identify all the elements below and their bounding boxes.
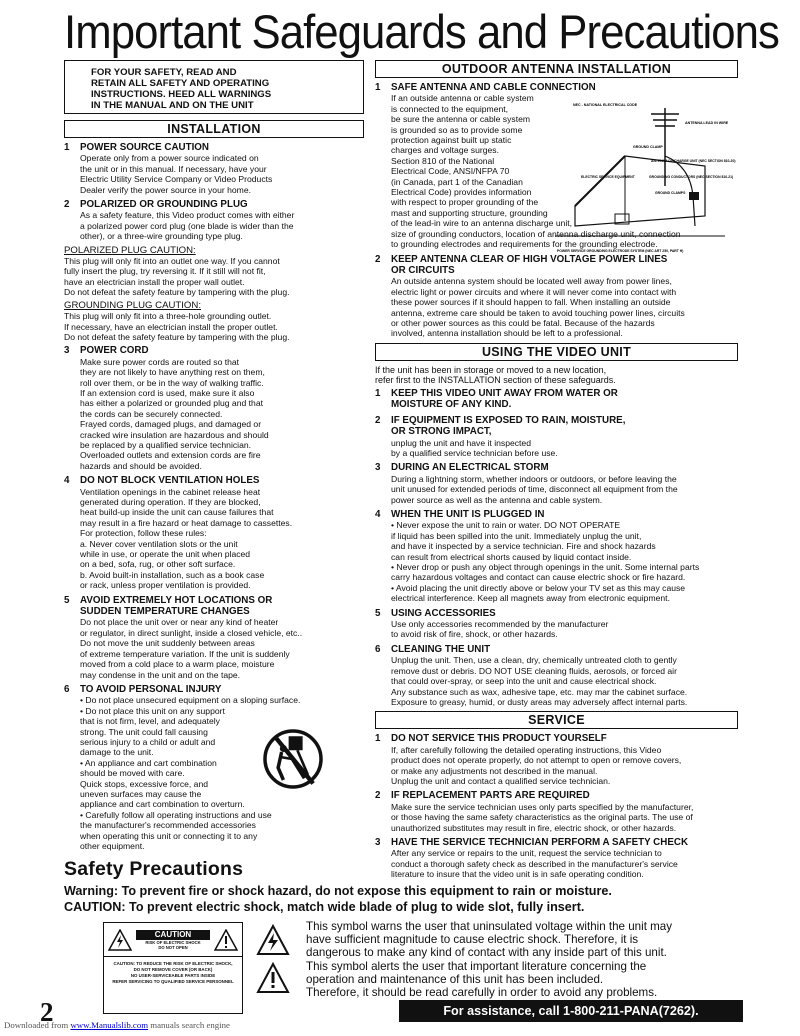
item-title: POWER CORD [80,345,149,357]
item-body: Do not place the unit over or near any kind of heater or regulator, in direct sunlight, inside a closed vehicle, etc.. Do not move the unit suddenly between areas of extreme temperature variation. If the unit is suddenly moved from a cold place to a warm place, moisture may condense in the unit and on the tape. [80,617,303,680]
item-number: 2 [375,253,381,265]
service-item-3 [375,837,738,880]
installation-item-3 [64,345,364,471]
item-number: 4 [375,509,381,520]
item-number: 3 [64,345,70,357]
warning-line: Warning: To prevent fire or shock hazard, do not expose this equipment to rain or moisture. [64,884,612,898]
item-number: 6 [375,643,381,655]
item-title: USING ACCESSORIES [391,607,496,619]
item-body: unplug the unit and have it inspected by a qualified service technician before use. [391,437,558,458]
item-number: 6 [64,683,70,695]
using-item-2 [375,415,738,459]
item-body: Use only accessories recommended by the manufacturer to avoid risk of fire, shock, or other hazards. [391,619,609,640]
diagram-label-lead-in: ANTENNA LEAD IN WIRE [685,121,729,125]
item-title: SAFE ANTENNA AND CABLE CONNECTION [391,82,596,93]
item-number: 4 [64,475,70,487]
item-body: Make sure power cords are routed so that they are not likely to have anything rest on them, roll over them, or be in the way of walking traffic. If an extension cord is used, make sure it also has either a polarized or grounded plug and that the cords can be securely connected. Frayed cords, damaged plugs, and damaged or cracked wire insulation are hazardous and should be replaced by a qualified service technician. Overloaded outlets and extension cords are fire hazards and should be avoided. [80,356,269,471]
item-body: Unplug the unit. Then, use a clean, dry, chemically untreated cloth to gently remove dust or debris. DO NOT USE cleaning fluids, aerosols, or forced air that could over-spray, or seep into the unit and cause electrical shock. Any substance such as wax, adhesive tape, etc. may mar the cabinet surface. Exposure to greasy, humid, or dusty areas may adversely affect internal parts. [391,655,688,707]
installation-item-1 [64,142,364,195]
diagram-label-nec: NEC - NATIONAL ELECTRICAL CODE [573,103,638,107]
installation-item-2 [64,199,364,242]
item-title: TO AVOID PERSONAL INJURY [80,683,222,695]
installation-item-5 [64,595,364,680]
polarized-plug-body: This plug will only fit into an outlet one way. If you cannot fully insert the plug, try reversing it. If it still will not fit, have an electrician install the proper wall outlet. Do not defeat the safety feature by tampering with the plug. [64,256,290,298]
safety-precautions-title: Safety Precautions [64,858,244,880]
item-body: An outside antenna system should be located well away from power lines, electric light or power circuits and where it will never come into contact with these power sources if it should happen to fall. When installing an outside antenna, extreme care should be taken to avoid touching power lines, circuits or other power sources as this could be fatal. Because of the hazards involved, antenna installation should be left to a professional. [391,276,685,339]
item-number: 3 [375,462,381,474]
item-body: • Do not place unsecured equipment on a sloping surface. • Do not place this unit on any support that is not firm, level, and adequately strong. The unit could fall causing serious injury to a child or adult and damage to the unit. • An appliance and cart combination should be moved with care. Quick stops, excessive force, and uneven surfaces may cause the appliance and cart combination to overturn. • Carefully follow all operating instructions and use the manufacturer's recommended accessories when operating this unit or connecting it to any other equipment. [80,695,301,851]
item-number: 2 [375,414,381,426]
diagram-label-ground-clamp: GROUND CLAMP [633,145,663,149]
item-body: If an outside antenna or cable system is connected to the equipment, be sure the antenna or cable system is grounded so as to provide some protection against built up static charges and voltage surges. Section 810 of the National Electrical Code, ANSI/NFPA 70 (in Canada, part 1 of the Canadian Electrical Code) provides information with respect to proper grounding of the mast and supporting structure, grounding of the lead-in wire to an antenna discharge unit, size of grounding conductors, location of antenna discharge unit, connection to grounding electrodes and requirements for the grounding electrode. [391,93,681,250]
item-body: As a safety feature, this Video product comes with either a polarized power cord plug (one blade is wider than the other), or a three-wire grounding type plug. [80,210,295,242]
caution-subtext: RISK OF ELECTRIC SHOCK DO NOT OPEN [145,939,201,950]
item-title: DURING AN ELECTRICAL STORM [391,462,549,474]
exclamation-symbol-text: This symbol alerts the user that important literature concerning the operation and maintenance of this unit has been included. Therefore, it should be read carefully in order to avoid any problems. [306,960,658,999]
grounding-plug-heading: GROUNDING PLUG CAUTION: [64,299,201,311]
page-number: 2 [40,997,54,1027]
using-item-3 [375,462,738,505]
item-body: Make sure the service technician uses only parts specified by the manufacturer, or those having the same safety characteristics as the original parts. The use of unauthorized substitutes may result in fire, electric shock, or other hazards. [391,801,694,833]
item-title: POWER SOURCE CAUTION [80,142,209,153]
cart-warning-icon [262,724,324,794]
item-title: POLARIZED OR GROUNDING PLUG [80,199,248,211]
diagram-label-grounding-conductors: GROUNDING CONDUCTORS (NEC SECTION 810-21) [649,175,734,179]
item-number: 1 [64,142,70,153]
item-title: WHEN THE UNIT IS PLUGGED IN [391,509,545,520]
read-instructions-box: FOR YOUR SAFETY, READ AND RETAIN ALL SAFETY AND OPERATING INSTRUCTIONS. HEED ALL WARNINGS IN THE MANUAL AND ON THE UNIT [64,60,364,114]
item-title: IF REPLACEMENT PARTS ARE REQUIRED [391,790,590,802]
lightning-symbol-text: This symbol warns the user that uninsulated voltage within the unit may have sufficient magnitude to cause electric shock. Therefore, it is dangerous to make any kind of contact with any inside part of this unit. [306,920,673,959]
exclamation-warning-icon [214,929,238,951]
assistance-bar: For assistance, call 1-800-211-PANA(7262). [399,1000,743,1022]
footer-prefix: Downloaded from [4,1020,71,1030]
caution-label [103,922,243,1014]
item-number: 2 [375,790,381,802]
using-item-4 [375,509,738,604]
exclamation-symbol-icon [256,962,290,994]
item-body: Operate only from a power source indicated on the unit or in this manual. If necessary, have your Electric Utility Service Company or Video Products Dealer verify the power source in your home. [80,153,273,195]
service-item-1 [375,733,738,786]
item-title: CLEANING THE UNIT [391,643,491,655]
installation-heading: INSTALLATION [64,120,364,138]
using-item-1 [375,388,738,411]
item-number: 3 [375,836,381,848]
diagram-label-service-equipment: ELECTRIC SERVICE EQUIPMENT [581,175,635,179]
item-number: 1 [375,733,381,745]
item-number: 5 [375,607,381,619]
using-item-5 [375,608,738,640]
page-title: Important Safeguards and Precautions [64,5,779,58]
antenna-grounding-diagram [555,96,745,256]
item-title: AVOID EXTREMELY HOT LOCATIONS OR SUDDEN TEMPERATURE CHANGES [80,594,273,618]
caution-word: CAUTION [136,930,210,940]
caution-label-text: CAUTION: TO REDUCE THE RISK OF ELECTRIC SHOCK, DO NOT REMOVE COVER (OR BACK) NO USER-SERVICEABLE PARTS INSIDE REFER SERVICING TO QUALIFIED SERVICE PERSONNEL [112,961,234,984]
outdoor-antenna-heading: OUTDOOR ANTENNA INSTALLATION [375,60,738,78]
outdoor-item-2 [375,254,738,339]
manualslib-link[interactable]: www.Manualslib.com [70,1020,149,1030]
installation-item-4 [64,475,364,590]
lightning-warning-icon [108,929,132,951]
item-number: 5 [64,594,70,606]
using-item-6 [375,644,738,707]
caution-line: CAUTION: To prevent electric shock, match wide blade of plug to wide slot, fully insert. [64,900,585,914]
item-body: After any service or repairs to the unit, request the service technician to conduct a thorough safety check as described in the manufacturer's service literature to insure that the video unit is in safe operating condition. [391,848,678,880]
item-title: DO NOT BLOCK VENTILATION HOLES [80,475,260,487]
item-body: • Never expose the unit to rain or water. DO NOT OPERATE if liquid has been spilled into the unit. Immediately unplug the unit, and have it inspected by a service technician. Fire and shock hazards can result from electrical shorts caused by liquid contact inside. • Never drop or push any object through openings in the unit. Some internal parts carry hazardous voltages and contact can cause electric shock or fire hazard. • Avoid placing the unit directly above or below your TV set as this may cause electrical interference. Keep all magnets away from electronic equipment. [391,520,700,604]
polarized-plug-heading: POLARIZED PLUG CAUTION: [64,244,196,256]
item-body: During a lightning storm, whether indoors or outdoors, or before leaving the unit unused for extended periods of time, disconnect all equipment from the power source as well as the antenna and cable system. [391,473,678,505]
item-title: HAVE THE SERVICE TECHNICIAN PERFORM A SAFETY CHECK [391,836,689,848]
using-intro: If the unit has been in storage or moved to a new location, refer first to the INSTALLATION section of these safeguards. [375,364,616,386]
item-body: If, after carefully following the detailed operating instructions, this Video product does not operate properly, do not attempt to open or remove covers, or make any adjustments not described in the manual. Unplug the unit and contact a qualified service technician. [391,744,682,786]
item-title: KEEP THIS VIDEO UNIT AWAY FROM WATER OR MOISTURE OF ANY KIND. [391,387,618,411]
item-title: IF EQUIPMENT IS EXPOSED TO RAIN, MOISTURE, OR STRONG IMPACT, [391,414,626,438]
diagram-label-ground-clamps: GROUND CLAMPS [655,191,686,195]
download-source-footer [4,1020,230,1030]
item-number: 2 [64,199,70,211]
diagram-label-discharge-unit: ANTENNA DISCHARGE UNIT (NEC SECTION 810-20) [651,159,736,163]
grounding-plug-body: This plug will only fit into a three-hole grounding outlet. If necessary, have an electrician install the proper outlet. Do not defeat the safety feature by tampering with the plug. [64,311,290,342]
footer-suffix: manuals search engine [148,1020,230,1030]
item-number: 1 [375,82,381,93]
using-video-unit-heading: USING THE VIDEO UNIT [375,343,738,361]
lightning-symbol-icon [256,924,290,956]
item-title: KEEP ANTENNA CLEAR OF HIGH VOLTAGE POWER LINES OR CIRCUITS [391,253,668,276]
diagram-label-power-service: POWER SERVICE GROUNDING ELECTRODE SYSTEM (NEC ART 250, PART H) [557,249,684,253]
item-body: Ventilation openings in the cabinet release heat generated during operation. If they are blocked, heat build-up inside the unit can cause failures that may result in a fire hazard or heat damage to cassettes. For protection, follow these rules: a. Never cover ventilation slots or the unit while in use, or operate the unit when placed on a bed, sofa, rug, or other soft surface. b. Avoid built-in installation, such as a book case or rack, unless proper ventilation is provided. [80,486,293,591]
service-item-2 [375,790,738,833]
item-title: DO NOT SERVICE THIS PRODUCT YOURSELF [391,733,607,745]
service-heading: SERVICE [375,711,738,729]
item-number: 1 [375,387,381,399]
